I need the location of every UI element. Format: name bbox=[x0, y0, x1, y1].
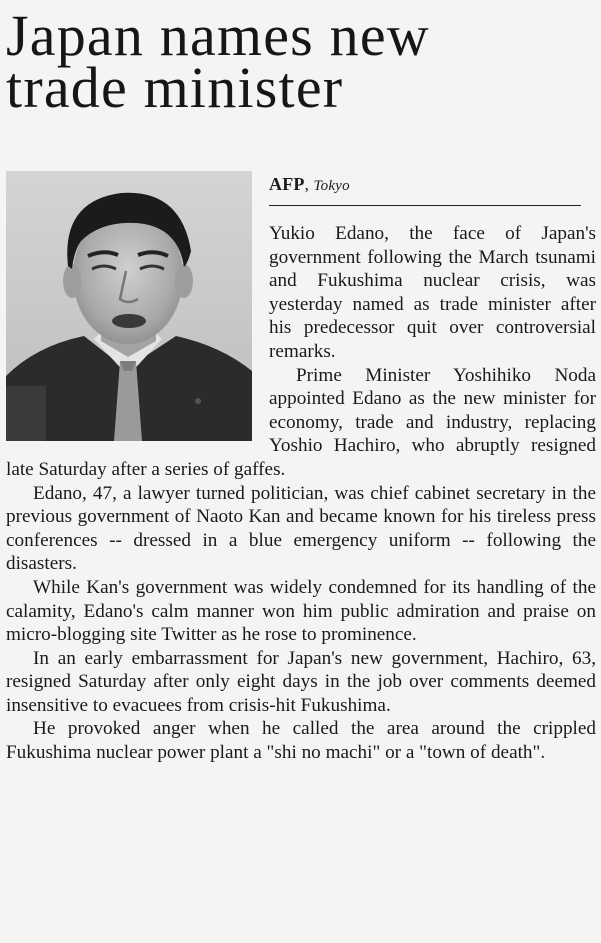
byline bbox=[269, 174, 350, 195]
article-paragraph-5: In an early embarrassment for Japan's new government, Hachiro, 63, resigned Saturday after only eight days in the job over comments deemed insensitive to evacuees from crisis-hit Fukushima. bbox=[6, 647, 596, 716]
article-paragraph-1: Yukio Edano, the face of Japan's government following the March tsunami and Fukushima nuclear crisis, was yesterday named as trade minister after his predecessor quit over controversial remarks. bbox=[269, 223, 596, 362]
article-body bbox=[6, 222, 596, 765]
article-paragraph-6: He provoked anger when he called the area around the crippled Fukushima nuclear power plant a "shi no machi" or a "town of death". bbox=[6, 718, 596, 764]
photo-wrap-spacer bbox=[6, 222, 269, 444]
headline-line-2: trade minister bbox=[6, 55, 344, 121]
headline-line-1: Japan names new bbox=[6, 3, 430, 68]
byline-city: Tokyo bbox=[313, 178, 350, 194]
article-paragraph-3: Edano, 47, a lawyer turned politician, was chief cabinet secretary in the previous government of Naoto Kan and became known for his tireless press conferences -- dressed in a blue emergency uniform -- following the disasters. bbox=[6, 482, 596, 575]
article-paragraph-4: While Kan's government was widely condemned for its handling of the calamity, Edano's calm manner won him public admiration and praise on micro-blogging site Twitter as he rose to prominence. bbox=[6, 576, 596, 646]
byline-separator: , bbox=[304, 175, 310, 194]
article-paragraph-2: Prime Minister Yoshihiko Noda appointed Edano as the new minister for economy, trade and industry, replacing Yoshio Hachiro, who abruptly resigned late Saturday after a series of gaffes. bbox=[6, 364, 596, 480]
byline-agency: AFP bbox=[269, 174, 305, 194]
headline bbox=[6, 3, 596, 121]
byline-divider bbox=[269, 205, 581, 206]
